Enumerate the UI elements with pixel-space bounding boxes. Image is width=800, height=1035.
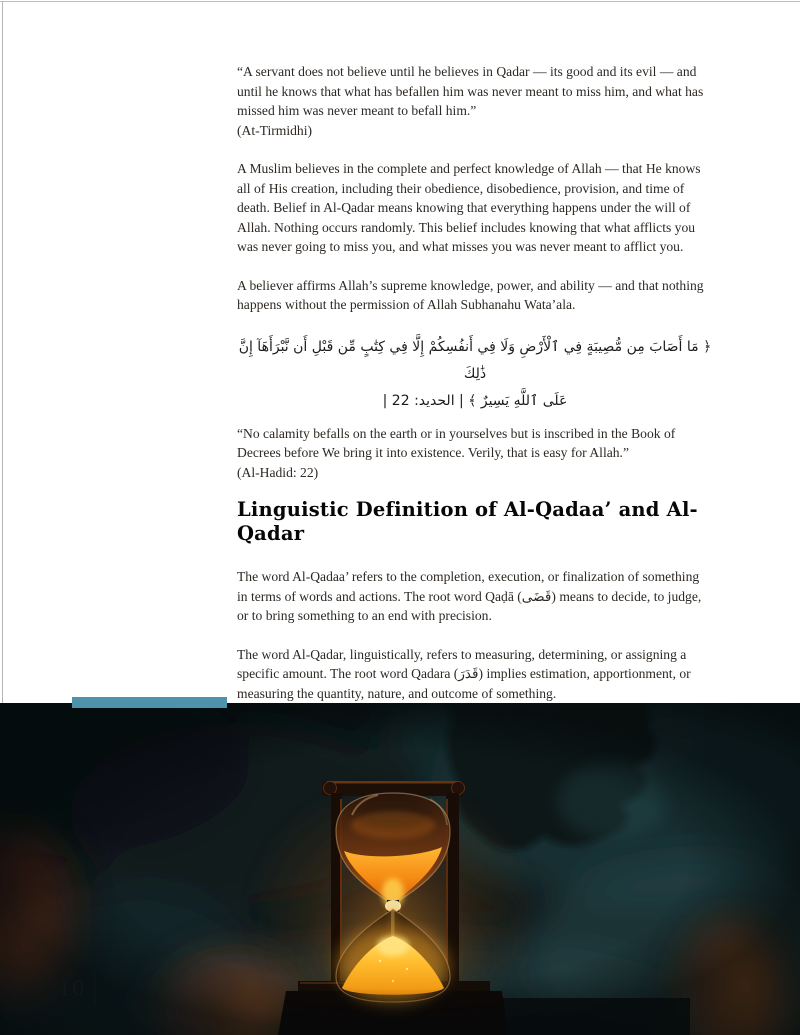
page-top-border xyxy=(0,1,800,2)
paragraph-qadaa-definition: The word Al-Qadaa’ refers to the completion, execution, or finalization of something in terms of words and actions. The root word Qaḍā (قَضَى) means to decide, to judge, or to bring something to an end with precision. xyxy=(237,569,702,623)
verse-reference: (Al-Hadid: 22) xyxy=(237,464,319,480)
paragraph-knowledge: A Muslim believes in the complete and perfect knowledge of Allah — that He knows all of His creation, including their obedience, disobedience, provision, and time of death. Belief in Al-Qadar means knowing that everything happens under the will of Allah. Nothing occurs randomly. This belief includes knowing that what afflicts you was never going to miss you, and what misses you was never meant to afflict you. xyxy=(237,161,701,254)
verse-translation-block xyxy=(237,424,713,483)
page-left-border xyxy=(2,1,3,703)
text-column xyxy=(237,62,713,722)
hadith-quote-text: “A servant does not believe until he believes in Qadar — its good and its evil — and until he knows that what has befallen him was never meant to miss him, and what has missed him was never meant to befall him.” xyxy=(237,64,704,118)
vignette-overlay xyxy=(0,703,800,1035)
accent-bar xyxy=(72,697,227,708)
page-number: 10 xyxy=(58,976,86,1000)
paragraph-qadar-definition: The word Al-Qadar, linguistically, refers to measuring, determining, or assigning a specific amount. The root word Qadara (قَدَرَ) implies estimation, apportionment, or measuring the quantity, nature, and outcome of something. xyxy=(237,646,691,701)
hadith-quote-source: (At-Tirmidhi) xyxy=(237,122,313,138)
quran-verse-arabic xyxy=(237,334,713,415)
quran-verse-arabic-line2: عَلَى ٱللَّهِ يَسِيرٌ ﴾ | الحديد: 22 | xyxy=(382,392,568,409)
hourglass-illustration xyxy=(0,703,800,1035)
page-number-wrap xyxy=(58,972,96,1004)
hourglass-photo xyxy=(0,703,800,1035)
paragraph-believer: A believer affirms Allah’s supreme knowledge, power, and ability — and that nothing happens without the permission of Allah Subhanahu Wata’ala. xyxy=(237,277,704,312)
hadith-quote-block xyxy=(237,62,713,140)
section-heading: Linguistic Definition of Al-Qadaa’ and Al-Qadar xyxy=(237,498,698,545)
quran-verse-arabic-line1: ﴿ مَا أَصَابَ مِن مُّصِيبَةٍ فِي ٱلْأَرْضِ وَلَا فِي أَنفُسِكُمْ إِلَّا فِي كِتَٰبٍ مِّن قَبْلِ أَن نَّبْرَأَهَآ إِنَّ ذَٰلِكَ xyxy=(238,338,712,382)
verse-translation-text: “No calamity befalls on the earth or in yourselves but is inscribed in the Book of Decrees before We bring it into existence. Verily, that is easy for Allah.” xyxy=(237,425,676,460)
page-number-separator xyxy=(94,972,96,1004)
